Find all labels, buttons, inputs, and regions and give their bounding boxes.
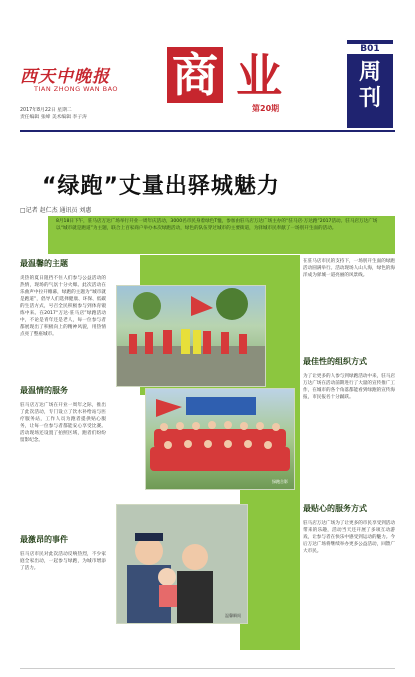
date-line-1: 2017年8月22日 星期二 bbox=[20, 108, 72, 113]
page-number: B01 bbox=[347, 44, 393, 54]
section-title-3: 最激昂的事件 bbox=[20, 535, 68, 544]
newspaper-logo-en: TIAN ZHONG WAN BAO bbox=[34, 85, 119, 93]
byline: □记者 赵仁杰 通讯员 刘惠 bbox=[20, 207, 92, 214]
issue-number: 第20期 bbox=[252, 104, 280, 113]
section-badge-label bbox=[354, 60, 386, 112]
photo-running-crowd bbox=[116, 285, 266, 387]
date-line-2: 责任编辑 张峰 美术编辑 李子涛 bbox=[20, 115, 87, 120]
section-title-5: 最贴心的服务方式 bbox=[303, 504, 367, 513]
section-text-1: 炎热的夏日阻挡不住人们参与公益活动的热情，现场的气氛十分火爆。此次活动在乐曲声中拉开帷幕，绿跑的主题为“城市就是跑道”，倡导人们选择健康、环保、低碳的生活方式，号召全民积极参与到体育锻炼中来。在2017“万达·驻马店”绿跑活动中，不论是青年还是老人，每一位参与者都展现出了积极向上的精神风貌，用热情点亮了整座城市。 bbox=[20, 276, 106, 337]
header-rule bbox=[20, 130, 395, 132]
photo3-caption: 温馨瞬间 bbox=[225, 613, 241, 618]
police-officer-photo bbox=[117, 505, 247, 623]
date-line bbox=[20, 107, 87, 121]
section-title-char-2: 业 bbox=[236, 49, 282, 103]
section-text-2: 驻马店万达广场在开业一周年之际，推出了此次活动，专门设立了饮水补给站与医疗服务站，工作人员为跑者提供贴心服务，让每一位参与者都能安心享受比赛。活动现场还设置了拍照区域，跑者们纷纷留影纪念。 bbox=[20, 403, 106, 443]
section-text-4: 为了让更多的人参与到绿跑活动中来，驻马店万达广场在活动前期进行了大量的宣传推广工作，在城市的各个角落都能看到绿跑的宣传海报，市民报名十分踊跃。 bbox=[303, 374, 395, 400]
running-crowd-photo bbox=[117, 286, 265, 386]
newspaper-logo: 西天中晚报 bbox=[20, 67, 110, 87]
right-column bbox=[303, 258, 395, 632]
photo-police bbox=[116, 504, 248, 624]
section-title-char-1: 商 bbox=[167, 47, 223, 103]
right-intro-text: 在驻马店市民的支持下，一场别开生面的绿跑活动圆满举行。活动现场人山人海，绿色的海洋成为驿城一道亮丽的风景线。 bbox=[303, 259, 395, 278]
section-text-5: 驻马店万达广场为了让更多的市民享受到活动带来的乐趣，活动当天还开展了多项互动游戏，让参与者在快乐中感受到运动的魅力。今后万达广场将继续举办更多公益活动，回馈广大市民。 bbox=[303, 521, 395, 554]
lede-text: 8月18日下午，驻马店万达广场举行开业一周年庆活动，3000名市民身着绿色T恤，参加由驻马店万达广场主办的“驻马店·万达跑”2017活动。驻马店万达广场以“城市就是跑道”为主题，联合上百家商户举办本次绿跑活动，绿色的队伍穿过城市的主要街道，为驿城市民奉献了一场别开生面的活动。 bbox=[56, 219, 378, 231]
page-label-1: 周 bbox=[358, 60, 381, 85]
headline: “绿跑”丈量出驿城魅力 bbox=[42, 174, 280, 199]
section-text-3: 驻马店市民对此次活动反响热烈，不少家庭全家出动，一起参与绿跑，为城市增添了活力。 bbox=[20, 552, 106, 571]
photo-group bbox=[145, 388, 295, 490]
group-photo bbox=[146, 389, 294, 489]
photo2-caption: 绿跑合影 bbox=[272, 479, 288, 484]
section-title-4: 最佳性的组织方式 bbox=[303, 357, 367, 366]
left-column bbox=[20, 258, 106, 603]
section-title-1: 最温馨的主题 bbox=[20, 259, 68, 268]
section-title-2: 最温情的服务 bbox=[20, 386, 68, 395]
bottom-rule bbox=[20, 668, 395, 669]
page-label-2: 刊 bbox=[358, 86, 381, 111]
